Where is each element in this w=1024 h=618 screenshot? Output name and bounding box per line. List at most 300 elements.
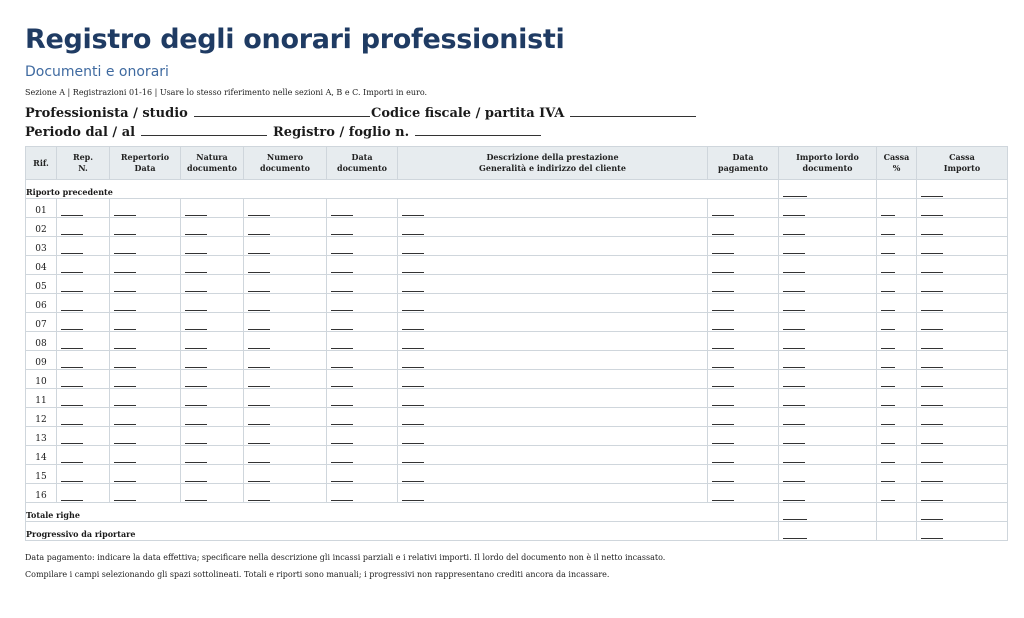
fill-line	[248, 234, 270, 235]
periodo-field	[25, 123, 267, 140]
fill-line	[331, 291, 353, 292]
input-cell[interactable]	[327, 294, 398, 313]
fill-line	[921, 253, 943, 254]
fill-line	[248, 329, 270, 330]
fill-line	[712, 348, 734, 349]
input-cell[interactable]	[708, 389, 779, 408]
fill-line	[61, 424, 83, 425]
fill-line	[114, 234, 136, 235]
input-cell[interactable]	[244, 256, 327, 275]
column-header-line2: Generalità e indirizzo del cliente	[479, 163, 626, 173]
table-header-row	[26, 147, 1008, 180]
input-cell[interactable]	[244, 427, 327, 446]
fill-line	[921, 519, 943, 520]
input-cell[interactable]	[779, 370, 877, 389]
totale-righe-row	[26, 503, 1008, 522]
fill-line	[248, 367, 270, 368]
input-cell[interactable]	[110, 351, 181, 370]
fill-line	[402, 367, 424, 368]
fill-line	[185, 272, 207, 273]
fill-line	[61, 272, 83, 273]
input-cell[interactable]	[110, 370, 181, 389]
input-cell[interactable]	[327, 275, 398, 294]
input-cell[interactable]	[110, 446, 181, 465]
input-cell[interactable]	[917, 522, 1008, 541]
input-cell[interactable]	[917, 484, 1008, 503]
column-header-line1: Cassa	[883, 152, 910, 162]
input-cell[interactable]	[708, 237, 779, 256]
fill-line	[783, 538, 807, 539]
input-cell[interactable]	[779, 503, 877, 522]
input-cell[interactable]	[181, 484, 244, 503]
fill-line	[331, 272, 353, 273]
fill-line	[881, 462, 895, 463]
input-cell[interactable]	[917, 389, 1008, 408]
fill-line	[712, 329, 734, 330]
empty-cell	[877, 180, 917, 199]
fill-line	[248, 386, 270, 387]
input-cell[interactable]	[398, 427, 708, 446]
fill-line	[402, 215, 424, 216]
input-cell[interactable]	[779, 351, 877, 370]
input-cell[interactable]	[708, 446, 779, 465]
fill-line	[185, 329, 207, 330]
row-number: 11	[26, 389, 57, 408]
input-cell[interactable]	[181, 218, 244, 237]
fill-line	[921, 329, 943, 330]
fill-line	[61, 462, 83, 463]
input-cell[interactable]	[181, 465, 244, 484]
input-cell[interactable]	[779, 332, 877, 351]
input-cell[interactable]	[57, 408, 110, 427]
input-cell[interactable]	[327, 332, 398, 351]
input-cell[interactable]	[181, 351, 244, 370]
input-cell[interactable]	[57, 351, 110, 370]
input-cell[interactable]	[110, 313, 181, 332]
column-header	[917, 147, 1008, 180]
row-number: 06	[26, 294, 57, 313]
fill-line	[402, 500, 424, 501]
input-cell[interactable]	[57, 199, 110, 218]
input-cell[interactable]	[181, 199, 244, 218]
column-header-line1: Data	[732, 152, 754, 162]
input-cell[interactable]	[327, 351, 398, 370]
input-cell[interactable]	[327, 256, 398, 275]
column-header-line1: Cassa	[949, 152, 975, 162]
table-row	[26, 427, 1008, 446]
input-cell[interactable]	[708, 199, 779, 218]
input-cell[interactable]	[327, 446, 398, 465]
fill-line	[783, 215, 805, 216]
input-cell[interactable]	[244, 332, 327, 351]
input-cell[interactable]	[181, 275, 244, 294]
input-cell[interactable]	[398, 313, 708, 332]
fill-line	[783, 519, 807, 520]
input-cell[interactable]	[110, 389, 181, 408]
input-cell[interactable]	[244, 313, 327, 332]
input-cell[interactable]	[877, 332, 917, 351]
input-cell[interactable]	[877, 465, 917, 484]
input-cell[interactable]	[917, 408, 1008, 427]
input-cell[interactable]	[708, 465, 779, 484]
input-cell[interactable]	[57, 389, 110, 408]
input-cell[interactable]	[181, 446, 244, 465]
input-cell[interactable]	[779, 427, 877, 446]
fill-line	[881, 424, 895, 425]
fill-line	[402, 462, 424, 463]
row-number: 08	[26, 332, 57, 351]
fill-line	[921, 538, 943, 539]
fill-line	[248, 462, 270, 463]
fill-line	[712, 272, 734, 273]
input-cell[interactable]	[398, 446, 708, 465]
input-cell[interactable]	[877, 294, 917, 313]
fill-line	[712, 310, 734, 311]
input-cell[interactable]	[398, 370, 708, 389]
fill-line	[185, 367, 207, 368]
input-cell[interactable]	[327, 484, 398, 503]
input-cell[interactable]	[327, 389, 398, 408]
input-cell[interactable]	[877, 389, 917, 408]
input-cell[interactable]	[708, 332, 779, 351]
column-header-line2: documento	[802, 163, 853, 173]
input-cell[interactable]	[57, 484, 110, 503]
input-cell[interactable]	[57, 313, 110, 332]
input-cell[interactable]	[779, 484, 877, 503]
input-cell[interactable]	[398, 465, 708, 484]
input-cell[interactable]	[244, 446, 327, 465]
input-cell[interactable]	[877, 275, 917, 294]
professionista-input[interactable]	[194, 104, 370, 117]
input-cell[interactable]	[877, 313, 917, 332]
input-cell[interactable]	[244, 275, 327, 294]
fill-line	[881, 272, 895, 273]
input-cell[interactable]	[708, 370, 779, 389]
column-header-line2: documento	[186, 163, 238, 173]
fill-line	[185, 481, 207, 482]
input-cell[interactable]	[110, 294, 181, 313]
fill-line	[114, 500, 136, 501]
row-number: 04	[26, 256, 57, 275]
input-cell[interactable]	[327, 199, 398, 218]
input-cell[interactable]	[708, 313, 779, 332]
input-cell[interactable]	[917, 351, 1008, 370]
column-header	[708, 147, 779, 180]
column-header-line1: Descrizione della prestazione	[486, 152, 619, 162]
input-cell[interactable]	[244, 199, 327, 218]
input-cell[interactable]	[877, 446, 917, 465]
input-cell[interactable]	[181, 370, 244, 389]
codice-fiscale-input[interactable]	[570, 104, 696, 117]
fill-line	[921, 443, 943, 444]
input-cell[interactable]	[917, 180, 1008, 199]
fill-line	[114, 215, 136, 216]
fill-line	[185, 310, 207, 311]
input-cell[interactable]	[779, 218, 877, 237]
table-row	[26, 237, 1008, 256]
input-cell[interactable]	[708, 351, 779, 370]
column-header-line2: Importo	[943, 163, 981, 173]
input-cell[interactable]	[398, 408, 708, 427]
input-cell[interactable]	[398, 199, 708, 218]
input-cell[interactable]	[779, 408, 877, 427]
fill-line	[248, 443, 270, 444]
input-cell[interactable]	[244, 294, 327, 313]
input-cell[interactable]	[398, 275, 708, 294]
input-cell[interactable]	[244, 370, 327, 389]
table-row	[26, 199, 1008, 218]
input-cell[interactable]	[779, 275, 877, 294]
input-cell[interactable]	[708, 275, 779, 294]
input-cell[interactable]	[110, 465, 181, 484]
table-row	[26, 408, 1008, 427]
fill-line	[331, 500, 353, 501]
fill-line	[881, 481, 895, 482]
fill-line	[402, 310, 424, 311]
input-cell[interactable]	[57, 218, 110, 237]
fill-line	[783, 234, 805, 235]
input-cell[interactable]	[327, 237, 398, 256]
input-cell[interactable]	[110, 199, 181, 218]
page-title: Registro degli onorari professionisti	[25, 24, 565, 55]
input-cell[interactable]	[708, 484, 779, 503]
input-cell[interactable]	[877, 370, 917, 389]
column-header	[398, 147, 708, 180]
fill-line	[331, 386, 353, 387]
fill-line	[921, 348, 943, 349]
footer-note-2: Compilare i campi selezionando gli spazi sottolineati. Totali e riporti sono manuali; i progressivi non rappresentano crediti ancora da incassare.	[25, 570, 610, 579]
input-cell[interactable]	[57, 256, 110, 275]
fill-line	[402, 386, 424, 387]
fill-line	[185, 348, 207, 349]
input-cell[interactable]	[917, 237, 1008, 256]
row-number: 01	[26, 199, 57, 218]
input-cell[interactable]	[779, 465, 877, 484]
fill-line	[881, 291, 895, 292]
input-cell[interactable]	[110, 237, 181, 256]
fill-line	[331, 234, 353, 235]
input-cell[interactable]	[110, 408, 181, 427]
input-cell[interactable]	[327, 218, 398, 237]
input-cell[interactable]	[57, 465, 110, 484]
input-cell[interactable]	[57, 370, 110, 389]
input-cell[interactable]	[398, 351, 708, 370]
input-cell[interactable]	[877, 256, 917, 275]
input-cell[interactable]	[398, 256, 708, 275]
fill-line	[61, 234, 83, 235]
input-cell[interactable]	[244, 218, 327, 237]
input-cell[interactable]	[779, 446, 877, 465]
input-cell[interactable]	[327, 370, 398, 389]
input-cell[interactable]	[779, 522, 877, 541]
fill-line	[331, 348, 353, 349]
input-cell[interactable]	[398, 218, 708, 237]
row-number: 14	[26, 446, 57, 465]
input-cell[interactable]	[57, 237, 110, 256]
fill-line	[61, 481, 83, 482]
fill-line	[114, 310, 136, 311]
input-cell[interactable]	[708, 408, 779, 427]
input-cell[interactable]	[57, 427, 110, 446]
input-cell[interactable]	[181, 237, 244, 256]
input-cell[interactable]	[110, 332, 181, 351]
input-cell[interactable]	[779, 180, 877, 199]
fill-line	[712, 367, 734, 368]
page-subtitle: Documenti e onorari	[25, 64, 169, 80]
input-cell[interactable]	[110, 218, 181, 237]
input-cell[interactable]	[917, 218, 1008, 237]
input-cell[interactable]	[181, 389, 244, 408]
input-cell[interactable]	[110, 275, 181, 294]
input-cell[interactable]	[917, 294, 1008, 313]
input-cell[interactable]	[917, 370, 1008, 389]
input-cell[interactable]	[327, 313, 398, 332]
input-cell[interactable]	[877, 218, 917, 237]
column-header-line1: Natura	[196, 152, 228, 162]
input-cell[interactable]	[327, 427, 398, 446]
fill-line	[921, 500, 943, 501]
fill-line	[921, 272, 943, 273]
input-cell[interactable]	[244, 237, 327, 256]
fill-line	[331, 253, 353, 254]
fill-line	[783, 310, 805, 311]
input-cell[interactable]	[917, 465, 1008, 484]
input-cell[interactable]	[181, 408, 244, 427]
fill-line	[61, 443, 83, 444]
fill-line	[248, 253, 270, 254]
input-cell[interactable]	[779, 294, 877, 313]
fill-line	[61, 215, 83, 216]
column-header	[26, 147, 57, 180]
input-cell[interactable]	[877, 408, 917, 427]
input-cell[interactable]	[110, 484, 181, 503]
fill-line	[248, 272, 270, 273]
input-cell[interactable]	[877, 351, 917, 370]
input-cell[interactable]	[110, 427, 181, 446]
fill-line	[881, 405, 895, 406]
fill-line	[921, 291, 943, 292]
professionista-field	[25, 104, 370, 121]
input-cell[interactable]	[244, 351, 327, 370]
column-header-line1: Rif.	[33, 157, 49, 168]
row-number: 09	[26, 351, 57, 370]
input-cell[interactable]	[398, 484, 708, 503]
input-cell[interactable]	[917, 313, 1008, 332]
fill-line	[402, 348, 424, 349]
input-cell[interactable]	[708, 294, 779, 313]
section-note: Sezione A | Registrazioni 01-16 | Usare lo stesso riferimento nelle sezioni A, B e C. Importi in euro.	[25, 88, 428, 97]
fill-line	[712, 253, 734, 254]
fill-line	[921, 196, 943, 197]
fill-line	[783, 405, 805, 406]
fill-line	[114, 481, 136, 482]
fill-line	[185, 386, 207, 387]
input-cell[interactable]	[181, 332, 244, 351]
input-cell[interactable]	[917, 503, 1008, 522]
column-header	[57, 147, 110, 180]
column-header-line2: pagamento	[718, 163, 768, 173]
riporto-precedente-row	[26, 180, 1008, 199]
input-cell[interactable]	[779, 256, 877, 275]
input-cell[interactable]	[917, 446, 1008, 465]
fill-line	[712, 215, 734, 216]
input-cell[interactable]	[917, 427, 1008, 446]
input-cell[interactable]	[244, 408, 327, 427]
input-cell[interactable]	[779, 237, 877, 256]
registro-input[interactable]	[415, 123, 541, 136]
periodo-input[interactable]	[141, 123, 267, 136]
input-cell[interactable]	[398, 389, 708, 408]
register-table	[25, 146, 1008, 541]
input-cell[interactable]	[877, 427, 917, 446]
fill-line	[921, 310, 943, 311]
input-cell[interactable]	[181, 427, 244, 446]
input-cell[interactable]	[181, 313, 244, 332]
input-cell[interactable]	[244, 484, 327, 503]
input-cell[interactable]	[708, 218, 779, 237]
empty-cell	[877, 522, 917, 541]
fill-line	[114, 329, 136, 330]
table-row	[26, 446, 1008, 465]
fill-line	[402, 329, 424, 330]
fill-line	[248, 500, 270, 501]
fill-line	[185, 462, 207, 463]
fill-line	[185, 253, 207, 254]
input-cell[interactable]	[57, 332, 110, 351]
input-cell[interactable]	[398, 237, 708, 256]
input-cell[interactable]	[327, 465, 398, 484]
input-cell[interactable]	[398, 332, 708, 351]
input-cell[interactable]	[917, 275, 1008, 294]
input-cell[interactable]	[779, 313, 877, 332]
row-number: 03	[26, 237, 57, 256]
table-row	[26, 484, 1008, 503]
input-cell[interactable]	[779, 389, 877, 408]
column-header	[327, 147, 398, 180]
input-cell[interactable]	[877, 237, 917, 256]
input-cell[interactable]	[181, 256, 244, 275]
fill-line	[61, 253, 83, 254]
fill-line	[881, 348, 895, 349]
fill-line	[61, 500, 83, 501]
input-cell[interactable]	[181, 294, 244, 313]
input-cell[interactable]	[917, 332, 1008, 351]
input-cell[interactable]	[917, 256, 1008, 275]
input-cell[interactable]	[877, 199, 917, 218]
input-cell[interactable]	[917, 199, 1008, 218]
fill-line	[783, 329, 805, 330]
input-cell[interactable]	[244, 465, 327, 484]
input-cell[interactable]	[57, 294, 110, 313]
input-cell[interactable]	[327, 408, 398, 427]
table-row	[26, 465, 1008, 484]
fill-line	[712, 500, 734, 501]
input-cell[interactable]	[110, 256, 181, 275]
input-cell[interactable]	[57, 446, 110, 465]
input-cell[interactable]	[708, 427, 779, 446]
fill-line	[881, 443, 895, 444]
input-cell[interactable]	[57, 275, 110, 294]
fill-line	[921, 424, 943, 425]
input-cell[interactable]	[708, 256, 779, 275]
input-cell[interactable]	[244, 389, 327, 408]
input-cell[interactable]	[779, 199, 877, 218]
fill-line	[402, 253, 424, 254]
input-cell[interactable]	[398, 294, 708, 313]
fill-line	[331, 443, 353, 444]
fill-line	[61, 348, 83, 349]
input-cell[interactable]	[877, 484, 917, 503]
